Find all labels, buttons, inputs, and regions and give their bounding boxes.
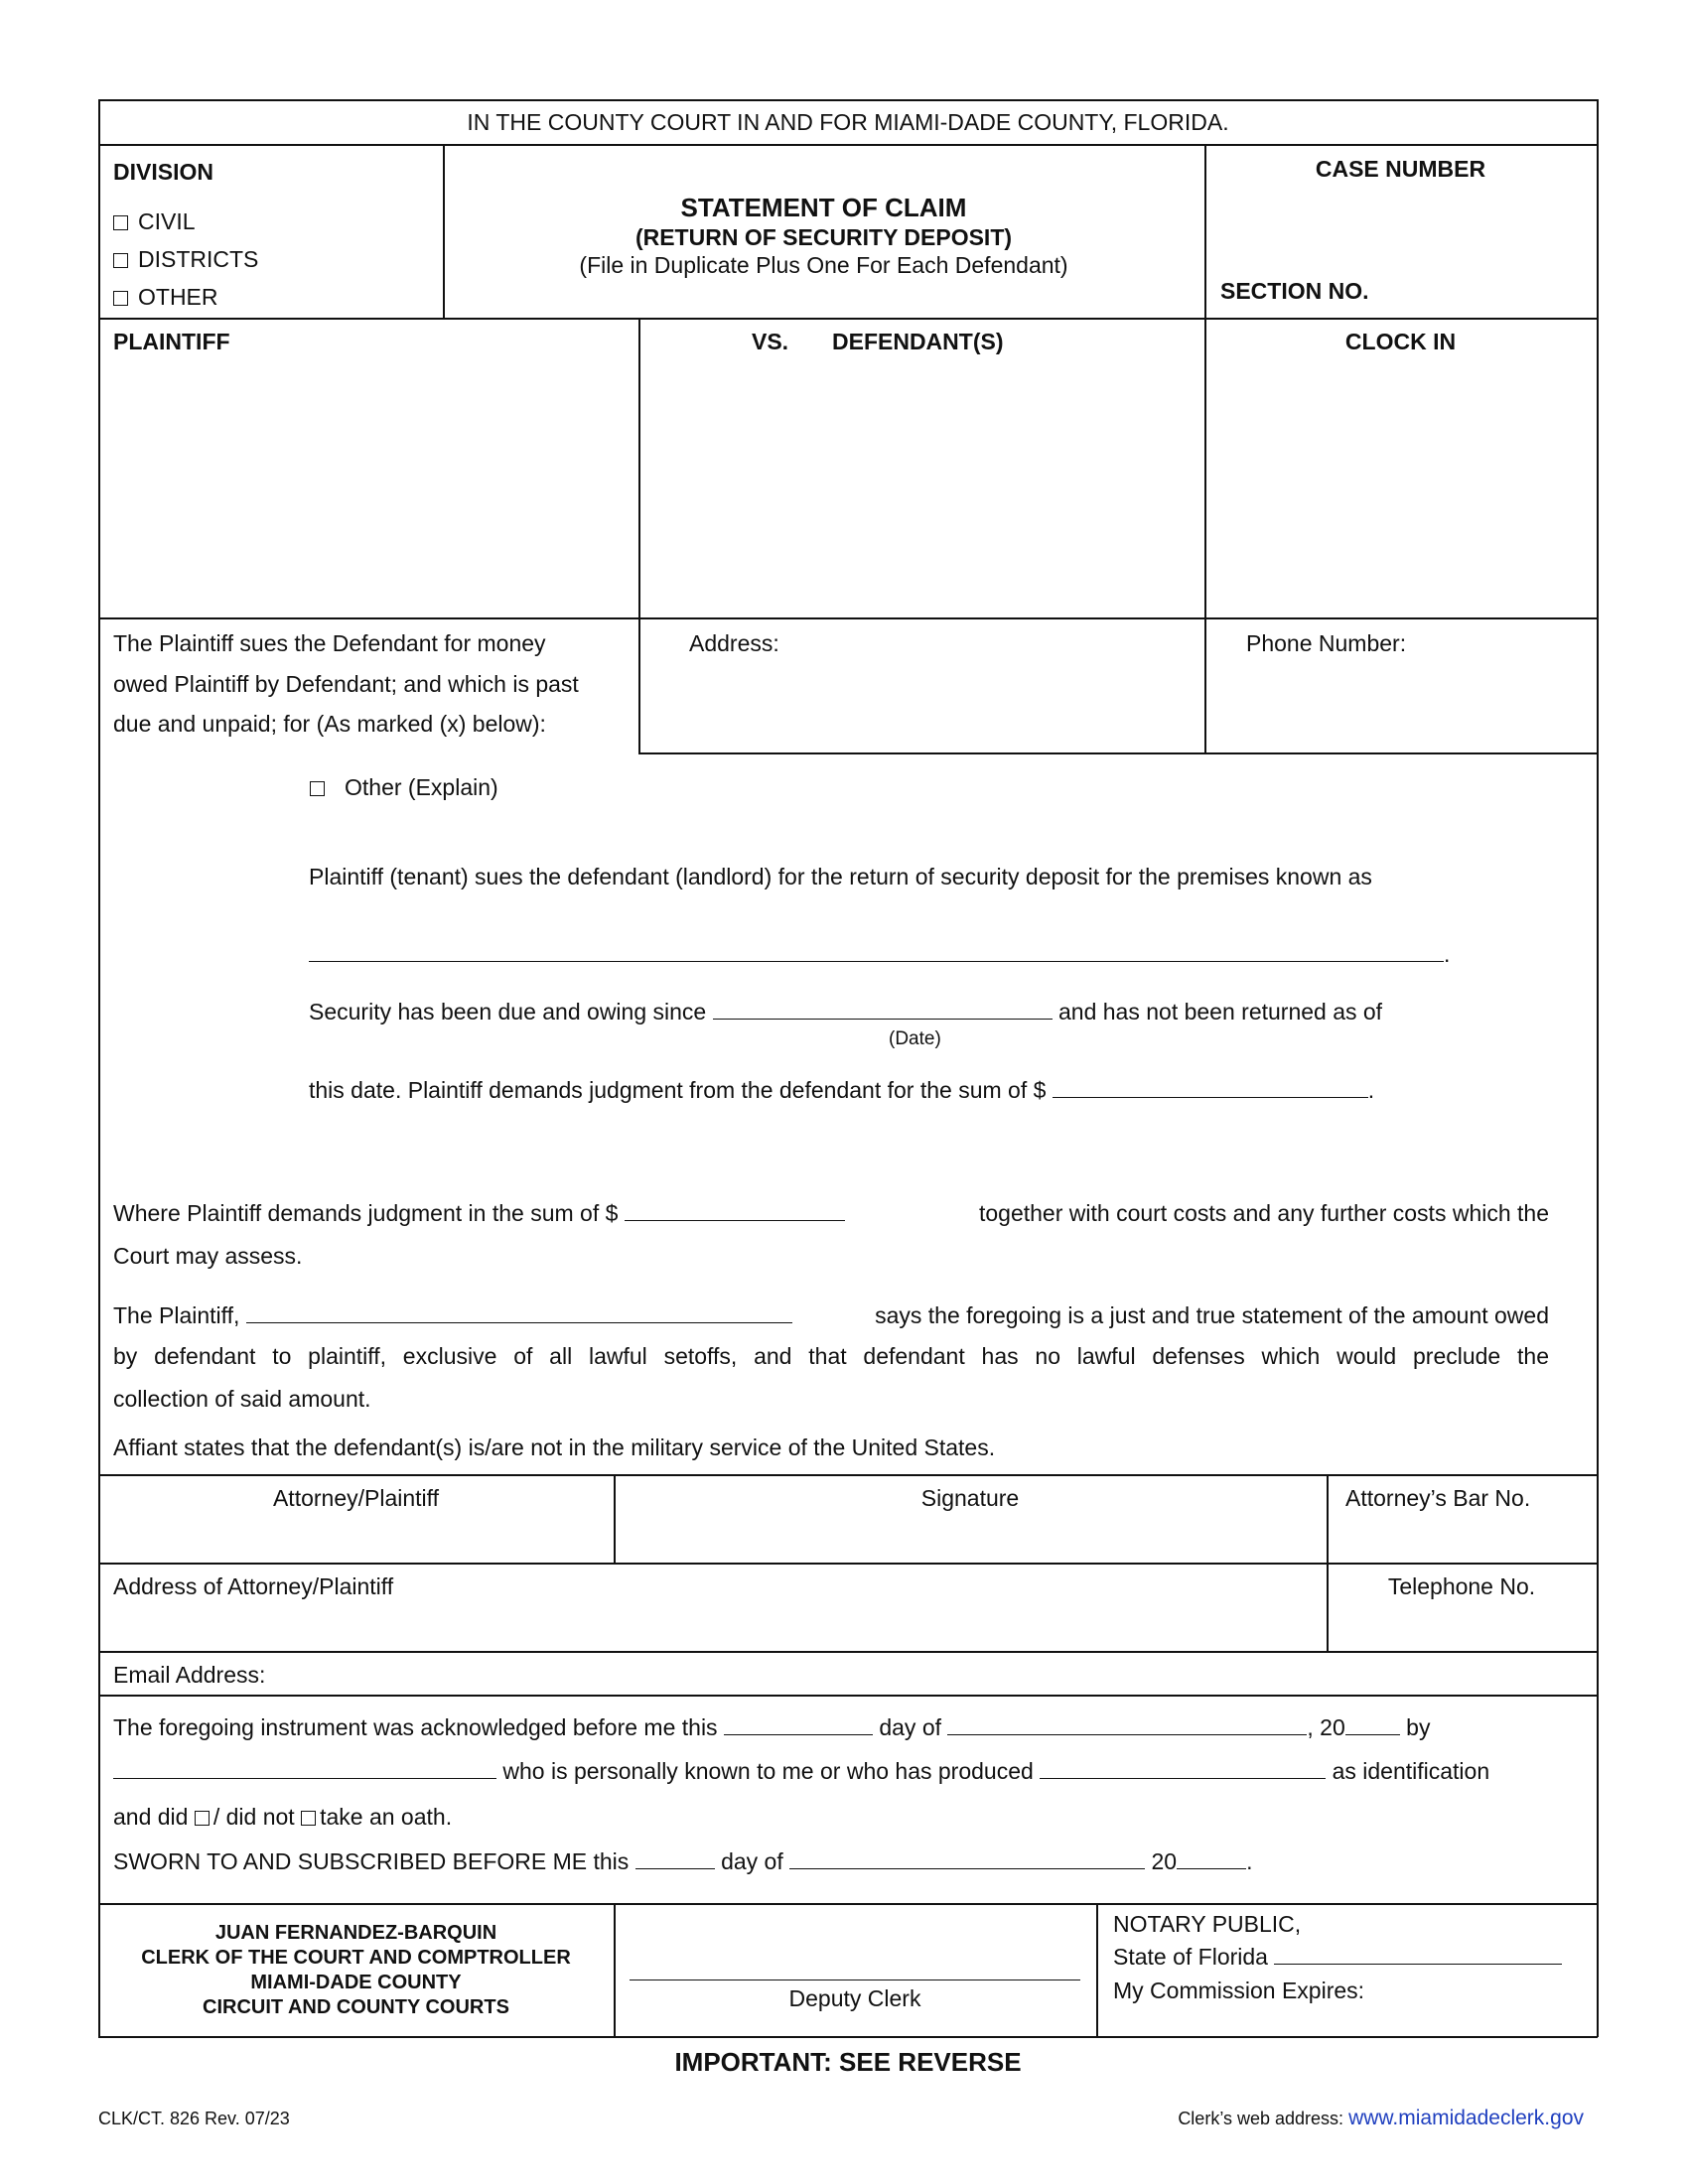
clerk-block	[98, 1921, 614, 2020]
text: collection of said amount.	[113, 1386, 371, 1412]
text: .	[1246, 1848, 1253, 1874]
signature-label: Signature	[920, 1485, 1020, 1511]
ack-line-2	[113, 1758, 1489, 1785]
option-label: Other (Explain)	[345, 774, 498, 800]
plaintiff-name-field[interactable]	[246, 1304, 792, 1323]
other-explain[interactable]	[310, 774, 498, 801]
day-field[interactable]	[635, 1850, 715, 1869]
section-no-label: SECTION NO.	[1220, 278, 1369, 304]
text: State of Florida	[1113, 1944, 1268, 1970]
web-address	[1178, 2107, 1584, 2130]
divider	[98, 1903, 1598, 1905]
text: Clerk’s web address:	[1178, 2109, 1344, 2128]
divider	[98, 1563, 1598, 1565]
important-note: IMPORTANT: SEE REVERSE	[674, 2047, 1022, 2077]
divider	[638, 752, 1598, 754]
division-other[interactable]	[113, 284, 218, 311]
sues-text: due and unpaid; for (As marked (x) below):	[113, 711, 546, 737]
border	[98, 99, 100, 2037]
division-label: DIVISION	[113, 159, 213, 185]
case-number-label: CASE NUMBER	[1315, 156, 1486, 182]
name-field[interactable]	[113, 1760, 496, 1779]
divider	[98, 1474, 1598, 1476]
plaintiff-label: PLAINTIFF	[113, 329, 230, 354]
text: / did not	[212, 1804, 295, 1830]
text: Security has been due and owing since	[309, 999, 707, 1024]
checkbox[interactable]	[310, 781, 325, 796]
form-subtitle: (RETURN OF SECURITY DEPOSIT)	[634, 224, 1013, 250]
security-line	[309, 999, 1382, 1025]
did-checkbox[interactable]	[195, 1811, 210, 1826]
text: , 20	[1307, 1714, 1345, 1740]
identification-field[interactable]	[1040, 1760, 1326, 1779]
ack-line-3	[113, 1804, 452, 1831]
text: by	[1406, 1714, 1431, 1740]
option-label: CIVIL	[138, 208, 196, 234]
ack-line-1	[113, 1714, 1430, 1741]
plaintiff-line	[113, 1302, 1549, 1329]
text: as identification	[1332, 1758, 1490, 1784]
form-title: STATEMENT OF CLAIM	[680, 193, 967, 222]
division-districts[interactable]	[113, 246, 258, 273]
notary-label: NOTARY PUBLIC,	[1113, 1911, 1302, 1937]
court-heading: IN THE COUNTY COURT IN AND FOR MIAMI-DADE COUNTY, FLORIDA.	[467, 109, 1229, 135]
sues-text: owed Plaintiff by Defendant; and which is past	[113, 671, 579, 697]
clerk-courts: CIRCUIT AND COUNTY COURTS	[203, 1996, 509, 2018]
text: SWORN TO AND SUBSCRIBED BEFORE ME this	[113, 1848, 630, 1874]
tenant-text: Plaintiff (tenant) sues the defendant (landlord) for the return of security deposit for the premises known as	[309, 864, 1372, 889]
border	[1597, 99, 1599, 2037]
email-label: Email Address:	[113, 1662, 266, 1688]
affiant-text: Affiant states that the defendant(s) is/are not in the military service of the United States.	[113, 1434, 996, 1460]
month-field[interactable]	[947, 1716, 1307, 1735]
checkbox[interactable]	[113, 253, 128, 268]
ack-line-4	[113, 1848, 1253, 1875]
text: by defendant to plaintiff, exclusive of all lawful setoffs, and that defendant has no lawful defenses which would preclude the	[113, 1343, 1549, 1369]
text: and has not been returned as of	[1058, 999, 1383, 1024]
date-caption: (Date)	[889, 1028, 941, 1049]
divider	[1096, 1903, 1098, 2036]
year-field[interactable]	[1345, 1716, 1400, 1735]
text: take an oath.	[320, 1804, 453, 1830]
text: day of	[721, 1848, 783, 1874]
text: The Plaintiff,	[113, 1302, 240, 1328]
day-field[interactable]	[724, 1716, 873, 1735]
web-link[interactable]: www.miamidadeclerk.gov	[1348, 2107, 1584, 2129]
telephone-label: Telephone No.	[1387, 1573, 1536, 1599]
border	[98, 99, 1598, 101]
premises-line[interactable]: .	[309, 941, 1450, 968]
divider	[98, 1695, 1598, 1697]
deputy-signature-line[interactable]	[630, 1979, 1080, 1980]
defendants-label: DEFENDANT(S)	[832, 329, 1004, 354]
checkbox[interactable]	[113, 291, 128, 306]
attorney-address-label: Address of Attorney/Plaintiff	[113, 1573, 394, 1599]
commission-label: My Commission Expires:	[1113, 1978, 1365, 2003]
border	[98, 2036, 1598, 2038]
form-note: (File in Duplicate Plus One For Each Defendant)	[579, 252, 1068, 278]
sum-field[interactable]	[1053, 1079, 1368, 1098]
clock-in-label: CLOCK IN	[1344, 329, 1457, 354]
divider	[98, 318, 1598, 320]
vs-label: VS.	[752, 329, 789, 354]
notary-state	[1113, 1944, 1562, 1971]
option-label: OTHER	[138, 284, 218, 310]
divider	[638, 318, 640, 752]
sum-line: this date. Plaintiff demands judgment from the defendant for the sum of $ .	[309, 1077, 1375, 1103]
division-civil[interactable]	[113, 208, 196, 235]
date-field[interactable]	[713, 1001, 1053, 1020]
divider	[614, 1903, 616, 2036]
text: says the foregoing is a just and true statement of the amount owed	[875, 1302, 1549, 1328]
deputy-clerk-label: Deputy Clerk	[788, 1985, 921, 2011]
year-field[interactable]	[1177, 1850, 1246, 1869]
divider	[98, 1651, 1598, 1653]
checkbox[interactable]	[113, 215, 128, 230]
did-not-checkbox[interactable]	[301, 1811, 316, 1826]
judgment-sum-field[interactable]	[625, 1202, 845, 1221]
text: Where Plaintiff demands judgment in the sum of $	[113, 1200, 619, 1226]
divider	[98, 144, 1598, 146]
text: day of	[879, 1714, 941, 1740]
text: who is personally known to me or who has produced	[502, 1758, 1034, 1784]
clerk-title: CLERK OF THE COURT AND COMPTROLLER	[141, 1947, 571, 1969]
phone-label: Phone Number:	[1246, 630, 1407, 656]
clerk-county: MIAMI-DADE COUNTY	[250, 1972, 462, 1993]
text: and did	[113, 1804, 189, 1830]
divider	[1327, 1474, 1329, 1651]
text: together with court costs and any further costs which the	[978, 1200, 1549, 1226]
text: Court may assess.	[113, 1243, 303, 1269]
clerk-name: JUAN FERNANDEZ-BARQUIN	[214, 1922, 497, 1944]
notary-field[interactable]	[1274, 1946, 1562, 1965]
option-label: DISTRICTS	[138, 246, 259, 272]
text: The foregoing instrument was acknowledged before me this	[113, 1714, 718, 1740]
bar-no-label: Attorney’s Bar No.	[1345, 1485, 1531, 1511]
address-label: Address:	[689, 630, 779, 656]
sues-text: The Plaintiff sues the Defendant for money	[113, 630, 546, 656]
form-number: CLK/CT. 826 Rev. 07/23	[98, 2109, 290, 2128]
attorney-label: Attorney/Plaintiff	[272, 1485, 440, 1511]
where-line	[113, 1200, 1549, 1227]
divider	[1204, 144, 1206, 752]
text: 20	[1151, 1848, 1178, 1874]
month-field[interactable]	[789, 1850, 1145, 1869]
divider	[98, 617, 1598, 619]
text: this date. Plaintiff demands judgment from the defendant for the sum of $	[309, 1077, 1047, 1103]
